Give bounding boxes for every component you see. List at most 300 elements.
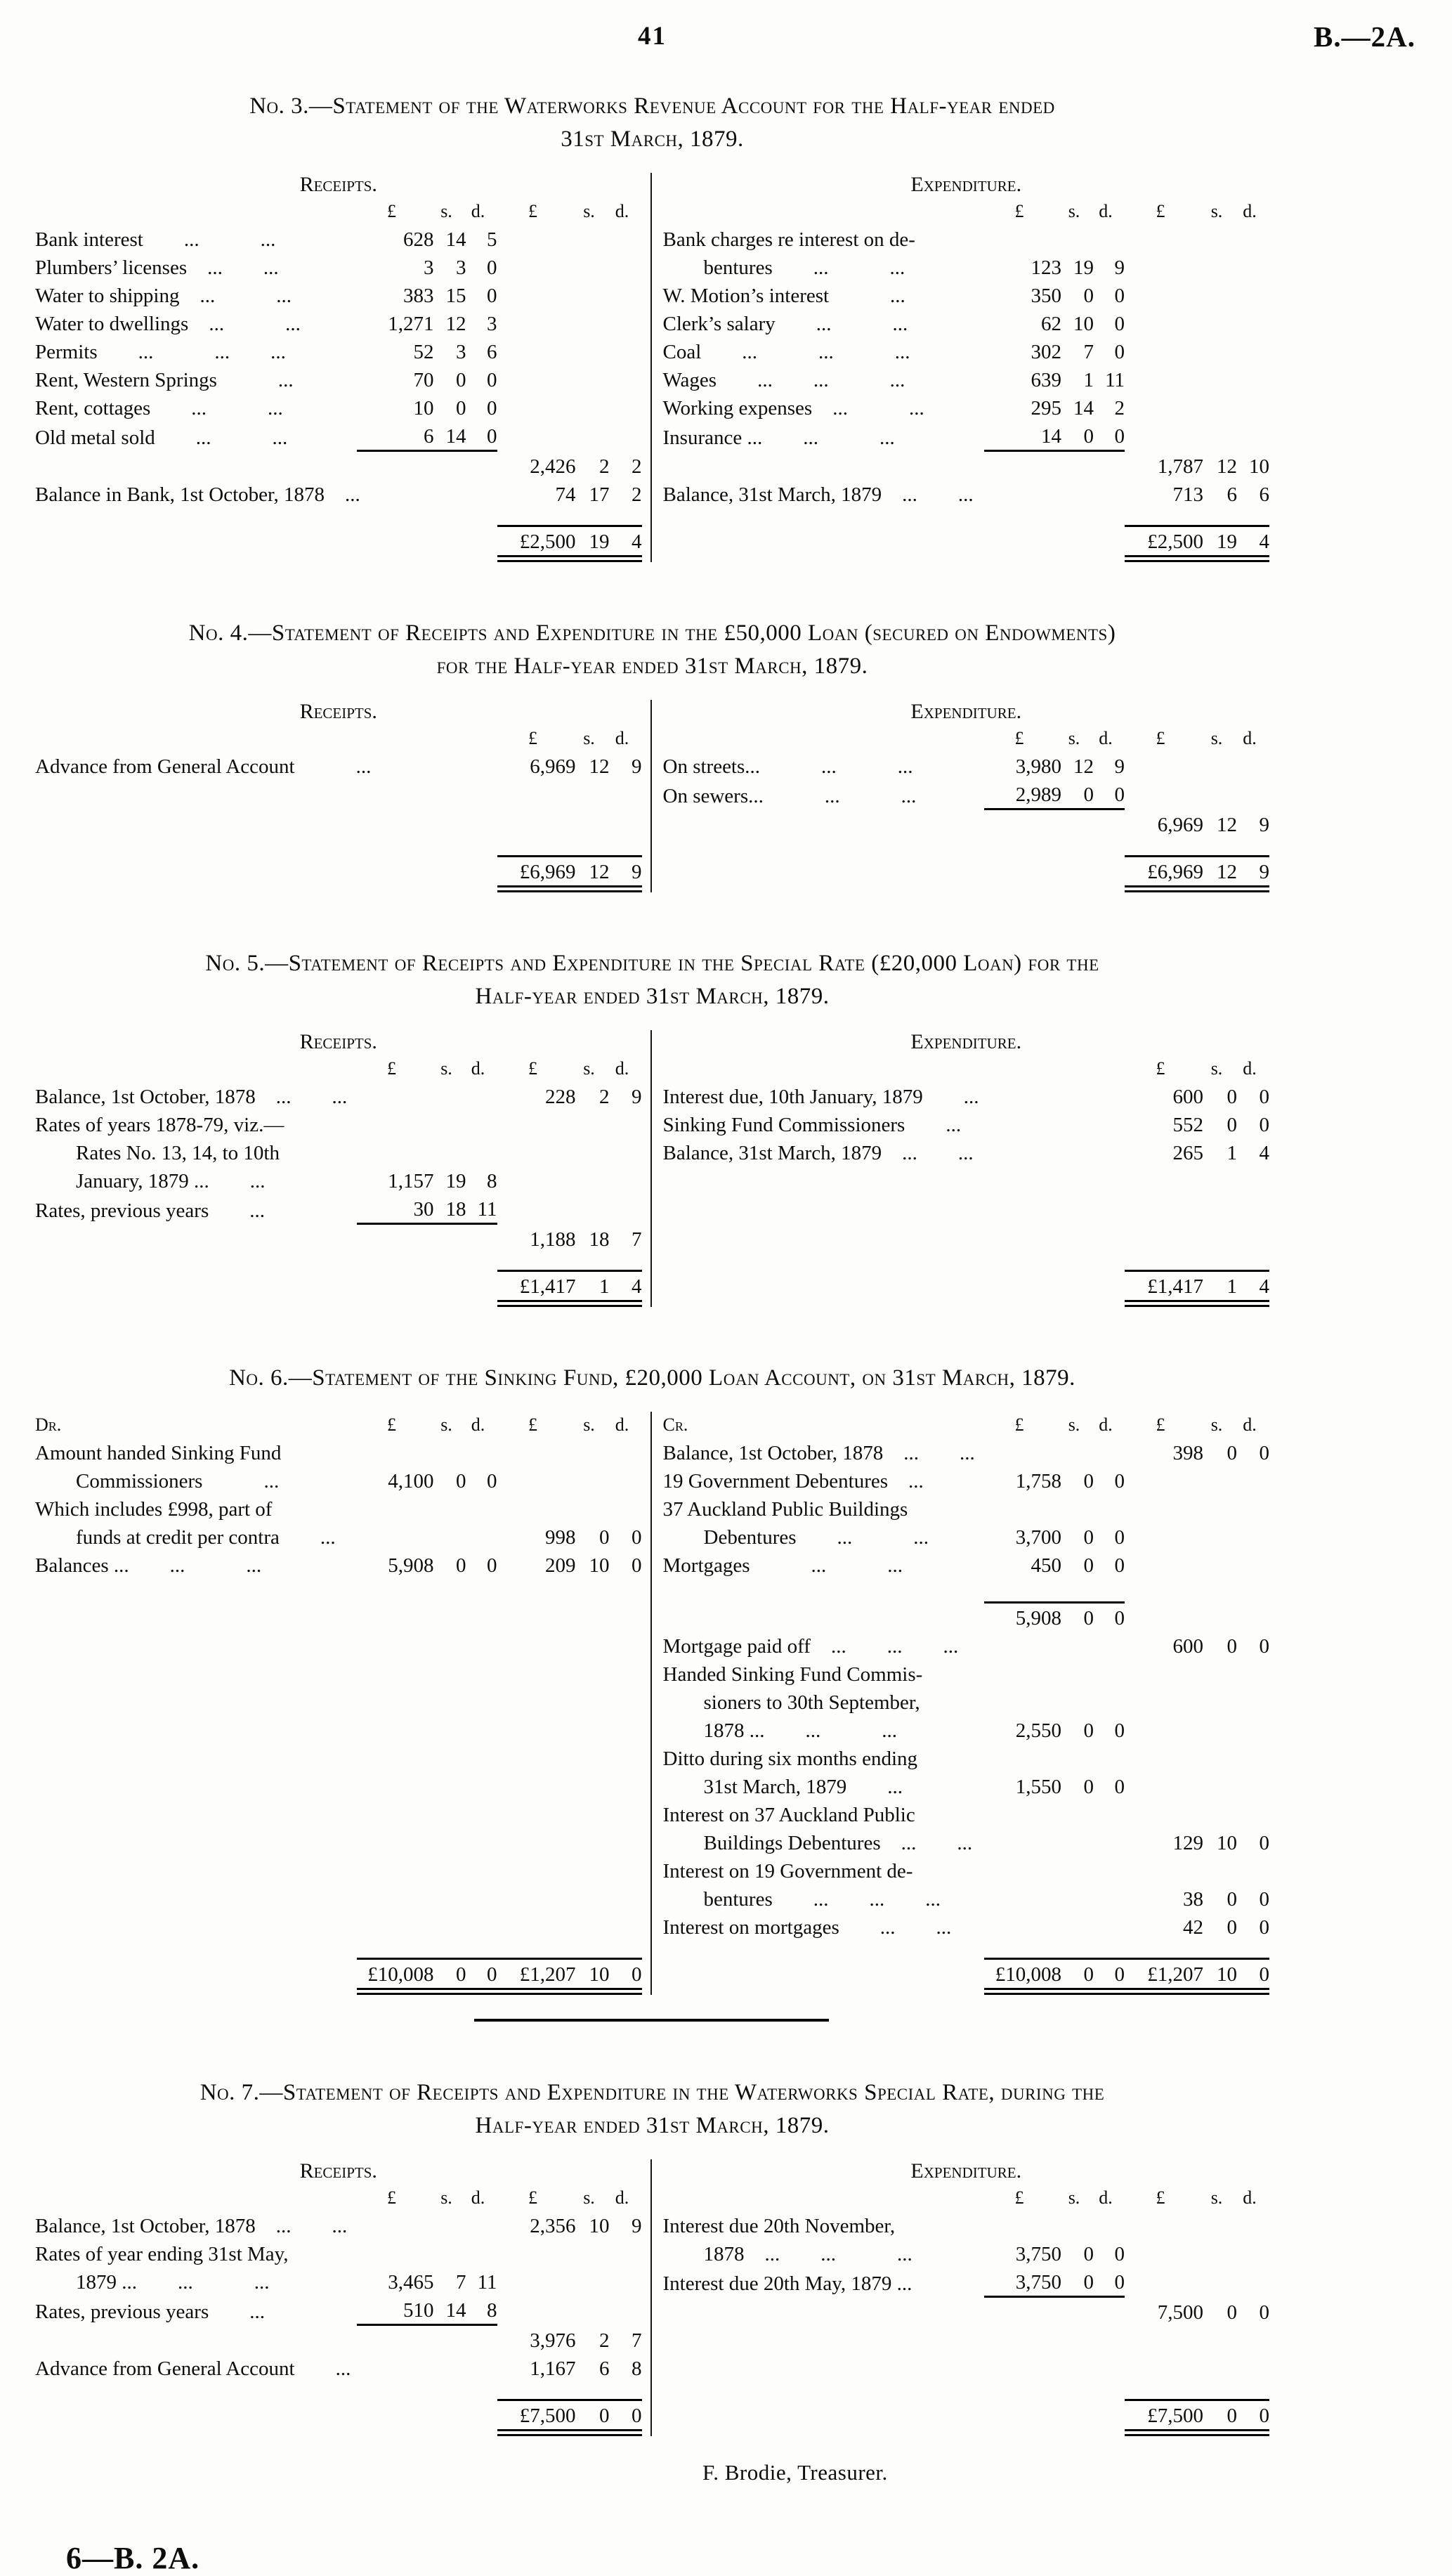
amount-cell [466, 1271, 497, 1304]
amount-cell: 350 [1031, 285, 1061, 307]
money-column-header: £ [1156, 728, 1165, 748]
amount-cell [1125, 1551, 1203, 1579]
amount-cell [1203, 225, 1237, 253]
expenditure-table [663, 1055, 1270, 1307]
row-label: Rates of year ending 31st May, [35, 2243, 289, 2265]
money-column-header: s. [1210, 2187, 1223, 2208]
money-column-header [434, 725, 466, 752]
footer-reference: 6—B. 2A. [66, 2541, 200, 2575]
totals-block [663, 1253, 1270, 1307]
amount-cell: 6,969 [1157, 814, 1203, 836]
amount-cell [984, 1138, 1061, 1166]
amount-cell [357, 1138, 434, 1166]
amount-cell [1061, 451, 1094, 481]
amount-cell [984, 1579, 1061, 1603]
amount-cell [1061, 1495, 1094, 1523]
account-table [35, 1030, 1269, 1307]
amount-cell: 7 [632, 2329, 642, 2352]
amount-cell [610, 1495, 642, 1523]
row-label: Clerk’s salary ... ... [662, 313, 908, 335]
amount-cell [984, 1913, 1061, 1941]
amount-cell: 1,157 [388, 1170, 434, 1192]
amount-cell [1125, 1660, 1203, 1688]
table-row [663, 1885, 1270, 1913]
amount-cell [1061, 809, 1094, 839]
amount-cell: 10 [589, 1554, 610, 1577]
header-spacer [35, 198, 357, 225]
row-label: bentures ... ... [703, 256, 905, 279]
money-column-header: d. [615, 1414, 629, 1435]
amount-cell [1061, 1856, 1094, 1885]
table-row [663, 1495, 1270, 1523]
row-label: Interest on 37 Auckland Public [662, 1804, 915, 1826]
amount-cell [1237, 780, 1269, 809]
amount-cell: 0 [1114, 1719, 1125, 1742]
row-label: Buildings Debentures ... ... [703, 1832, 973, 1854]
row-label [663, 1959, 985, 1992]
amount-cell: 1 [1227, 1142, 1237, 1164]
amount-cell: £2,500 [1125, 526, 1203, 559]
amount-cell [1203, 393, 1237, 422]
amount-cell [1203, 1772, 1237, 1800]
amount-cell: 38 [1183, 1888, 1203, 1911]
amount-cell [1237, 1660, 1269, 1688]
receipts-heading: Receipts. [299, 700, 377, 723]
amount-cell [1094, 1579, 1125, 1603]
amount-cell: 4 [610, 526, 642, 559]
amount-cell: 0 [434, 1959, 466, 1992]
table-row [35, 225, 642, 253]
amount-cell [576, 1438, 610, 1466]
money-column-header [984, 1055, 1061, 1082]
receipts-table [35, 1055, 642, 1307]
amount-cell: 0 [1259, 1888, 1269, 1911]
amount-cell [1094, 1856, 1125, 1885]
row-label: Ditto during six months ending [662, 1748, 917, 1770]
amount-cell [434, 780, 466, 802]
amount-cell [1237, 309, 1269, 337]
expenditure-section [650, 173, 1270, 562]
amount-cell: 0 [1083, 2243, 1094, 2265]
amount-cell: 1 [1083, 369, 1094, 391]
amount-cell [1061, 225, 1094, 253]
amount-cell: 265 [1172, 1142, 1203, 1164]
money-column-header: £ [387, 201, 396, 221]
account-rows-table [35, 198, 642, 508]
amount-cell: 383 [403, 285, 434, 307]
amount-cell [1125, 1688, 1203, 1716]
row-label [35, 2400, 357, 2433]
amount-cell [1203, 1856, 1237, 1885]
amount-cell: 10 [576, 1959, 610, 1992]
amount-cell [610, 1466, 642, 1495]
amount-cell [1237, 1688, 1269, 1716]
amount-cell [434, 1110, 466, 1138]
amount-cell [1237, 1523, 1269, 1551]
amount-cell [1125, 1744, 1203, 1772]
amount-cell: 0 [1114, 425, 1125, 448]
amount-cell: 10 [413, 397, 434, 419]
row-label: Wages ... ... ... [662, 369, 905, 391]
row-label [35, 780, 357, 802]
amount-cell [1203, 281, 1237, 309]
amount-cell: 0 [1259, 1442, 1269, 1464]
account-totals-table [663, 525, 1270, 562]
table-row [663, 451, 1270, 481]
amount-cell: 12 [1073, 755, 1094, 778]
row-label [663, 451, 985, 481]
table-row [663, 780, 1270, 809]
money-column-header: £ [528, 1058, 537, 1079]
amount-cell: 10 [1073, 313, 1094, 335]
amount-cell [610, 780, 642, 802]
amount-cell: 3 [487, 313, 497, 335]
amount-cell [1061, 1744, 1094, 1772]
row-label [35, 1224, 357, 1254]
receipts-section [35, 1030, 650, 1307]
amount-cell [1125, 365, 1203, 393]
title-line: for the Half-year ended 31st March, 1879. [436, 653, 868, 679]
amount-cell: 0 [1203, 2400, 1237, 2433]
row-label: Plumbers’ licenses ... ... [35, 256, 279, 279]
row-label: Which includes £998, part of [35, 1498, 273, 1521]
amount-cell [1203, 780, 1237, 809]
title-line: No. 5.—Statement of Receipts and Expenditure in the Special Rate (£20,000 Loan) for the [205, 951, 1099, 976]
amount-cell [1094, 1913, 1125, 1941]
statement-5 [35, 947, 1269, 1307]
row-label: 1879 ... ... ... [76, 2271, 270, 2294]
amount-cell [984, 1856, 1061, 1885]
amount-cell [1237, 1744, 1269, 1772]
table-row [35, 1466, 642, 1495]
amount-cell [1203, 253, 1237, 281]
document-reference: B.—2A. [1314, 20, 1415, 53]
amount-cell: 209 [545, 1554, 576, 1577]
account-rows-table [663, 1055, 1270, 1166]
amount-cell [984, 2297, 1061, 2327]
table-row [663, 2239, 1270, 2268]
amount-cell: 0 [1114, 2243, 1125, 2265]
row-label: Insurance ... ... ... [662, 426, 895, 449]
table-row [663, 1959, 1270, 1992]
amount-cell [466, 2354, 497, 2382]
amount-cell: 8 [632, 2357, 642, 2380]
expenditure-section [650, 2159, 1270, 2436]
row-label: Balances ... ... ... [35, 1554, 262, 1577]
amount-cell [984, 1271, 1061, 1304]
amount-cell: £7,500 [1125, 2400, 1203, 2433]
table-row [663, 1688, 1270, 1716]
amount-cell [1125, 2268, 1203, 2297]
amount-cell: 6 [599, 2357, 610, 2380]
amount-cell [1061, 1271, 1094, 1304]
amount-cell [984, 1110, 1061, 1138]
amount-cell: 74 [555, 483, 576, 506]
amount-cell: 14 [445, 425, 466, 448]
row-label [663, 1603, 985, 1632]
amount-cell [1237, 2211, 1269, 2239]
amount-cell: 2 [632, 483, 642, 506]
amount-cell: 0 [1259, 1114, 1269, 1136]
account-table [35, 1412, 1269, 1995]
account-totals-table [35, 1270, 642, 1307]
table-row [663, 1579, 1270, 1603]
account-rows-table [35, 725, 642, 802]
amount-cell: 2,550 [1015, 1719, 1061, 1742]
expenditure-heading: Expenditure. [910, 2159, 1022, 2183]
amount-cell: 510 [403, 2299, 434, 2322]
amount-cell [357, 1523, 434, 1551]
money-column-header: £ [528, 728, 537, 748]
amount-cell [434, 1271, 466, 1304]
amount-cell [497, 1495, 576, 1523]
amount-cell: 12 [1203, 857, 1237, 890]
amount-cell [984, 1438, 1061, 1466]
money-column-header: s. [440, 1058, 452, 1079]
amount-cell [984, 857, 1061, 890]
money-column-header: s. [583, 728, 595, 748]
amount-cell [466, 1110, 497, 1138]
table-row [663, 1138, 1270, 1166]
amount-cell: 12 [576, 857, 610, 890]
account-table [35, 700, 1269, 892]
money-column-header: d. [471, 201, 485, 221]
row-label: Mortgages ... ... [662, 1554, 903, 1577]
amount-cell [576, 309, 610, 337]
amount-cell [434, 480, 466, 508]
money-column-header: £ [528, 201, 537, 221]
amount-cell: 3 [456, 341, 466, 363]
amount-cell [984, 1082, 1061, 1110]
table-row [35, 752, 642, 780]
amount-cell [610, 2239, 642, 2268]
amount-cell [466, 1138, 497, 1166]
money-column-header: s. [440, 201, 452, 221]
amount-cell [1237, 2268, 1269, 2297]
amount-cell [1203, 2211, 1237, 2239]
row-label: 37 Auckland Public Buildings [662, 1498, 908, 1521]
row-label: Rates, previous years ... [35, 2300, 265, 2323]
table-row [663, 1660, 1270, 1688]
table-row [35, 1110, 642, 1138]
totals-block [35, 1941, 642, 1995]
amount-cell [466, 1438, 497, 1466]
amount-cell: 2 [1114, 397, 1125, 419]
totals-block [35, 1253, 642, 1307]
amount-cell [1237, 1579, 1269, 1603]
account-totals-table [35, 2399, 642, 2436]
table-row [35, 2325, 642, 2355]
amount-cell [1094, 1082, 1125, 1110]
totals-block [35, 838, 642, 892]
column-header-row [35, 1412, 642, 1438]
account-totals-table [663, 1270, 1270, 1307]
money-column-header: d. [615, 2187, 629, 2208]
amount-cell [434, 1438, 466, 1466]
amount-cell: £6,969 [497, 857, 576, 890]
amount-cell [357, 1271, 434, 1304]
header-spacer [663, 198, 985, 225]
amount-cell [1061, 1579, 1094, 1603]
amount-cell: 10 [1249, 455, 1269, 478]
amount-cell: 18 [445, 1198, 466, 1221]
amount-cell [434, 752, 466, 780]
amount-cell [434, 2211, 466, 2239]
amount-cell: 8 [487, 1170, 497, 1192]
amount-cell: 3,700 [1015, 1526, 1061, 1549]
amount-cell [434, 1495, 466, 1523]
amount-cell [1061, 1688, 1094, 1716]
table-row [35, 526, 642, 559]
amount-cell: 228 [545, 1086, 576, 1108]
money-column-header: d. [1243, 201, 1257, 221]
table-row [663, 526, 1270, 559]
amount-cell [984, 1744, 1061, 1772]
amount-cell [1125, 1800, 1203, 1828]
expenditure-heading: Expenditure. [910, 173, 1022, 196]
amount-cell: £10,008 [984, 1959, 1061, 1992]
amount-cell: 0 [1259, 1916, 1269, 1939]
amount-cell [1061, 1110, 1094, 1138]
amount-cell [497, 780, 576, 802]
amount-cell [1061, 1138, 1094, 1166]
money-column-header: s. [583, 1414, 595, 1435]
row-label: Interest due 20th November, [662, 2215, 896, 2237]
table-row [35, 1438, 642, 1466]
amount-cell [1203, 1466, 1237, 1495]
statement-6 [35, 1362, 1269, 1995]
money-column-header: d. [615, 201, 629, 221]
account-rows-table [35, 2185, 642, 2382]
amount-cell [357, 1082, 434, 1110]
amount-cell: 3,750 [1015, 2271, 1061, 2294]
header-spacer [663, 725, 985, 752]
amount-cell [497, 337, 576, 365]
account-totals-table [35, 1958, 642, 1995]
row-label [663, 809, 985, 839]
amount-cell [576, 365, 610, 393]
money-column-header: £ [528, 1414, 537, 1435]
amount-cell [1125, 1603, 1203, 1632]
amount-cell [1125, 337, 1203, 365]
amount-cell: 7 [456, 2271, 466, 2294]
amount-cell [1125, 2211, 1203, 2239]
amount-cell [1203, 1495, 1237, 1523]
amount-cell: 14 [445, 2299, 466, 2322]
amount-cell [576, 2296, 610, 2325]
table-row [663, 2400, 1270, 2433]
table-row [35, 857, 642, 890]
money-column-header: s. [1210, 1414, 1223, 1435]
table-row [663, 2297, 1270, 2327]
amount-cell: 42 [1183, 1916, 1203, 1939]
amount-cell: 2 [599, 2329, 610, 2352]
amount-cell [497, 393, 576, 422]
amount-cell: 18 [589, 1228, 610, 1251]
amount-cell: 0 [1083, 425, 1094, 448]
row-label: Bank charges re interest on de- [662, 228, 915, 251]
amount-cell [1237, 1800, 1269, 1828]
table-row [663, 365, 1270, 393]
table-row [663, 337, 1270, 365]
amount-cell [497, 253, 576, 281]
row-label [663, 1271, 985, 1304]
amount-cell: 0 [487, 369, 497, 391]
amount-cell: 0 [1083, 1554, 1094, 1577]
amount-cell: £7,500 [497, 2400, 576, 2433]
row-label [663, 2400, 985, 2433]
amount-cell [576, 337, 610, 365]
expenditure-section [650, 700, 1270, 892]
row-label: Interest on 19 Government de- [662, 1860, 913, 1882]
amount-cell [610, 1138, 642, 1166]
amount-cell: 295 [1031, 397, 1061, 419]
amount-cell [1125, 1466, 1203, 1495]
amount-cell: 4 [1237, 1271, 1269, 1304]
amount-cell: 0 [1259, 2301, 1269, 2324]
amount-cell: 8 [487, 2299, 497, 2322]
amount-cell: 0 [456, 397, 466, 419]
money-column-header: s. [1068, 1414, 1080, 1435]
table-row [35, 1271, 642, 1304]
account-rows-table [663, 725, 1270, 838]
amount-cell [576, 780, 610, 802]
row-label [663, 526, 985, 559]
amount-cell [1203, 365, 1237, 393]
amount-cell: 450 [1031, 1554, 1061, 1577]
title-line: Half-year ended 31st March, 1879. [475, 2113, 830, 2138]
amount-cell [1094, 1110, 1125, 1138]
amount-cell [1125, 1856, 1203, 1885]
amount-cell: 19 [1203, 526, 1237, 559]
amount-cell: 6 [424, 425, 434, 448]
title-line: No. 6.—Statement of the Sinking Fund, £20,000 Loan Account, on 31st March, 1879. [229, 1365, 1075, 1391]
amount-cell: 0 [487, 1554, 497, 1577]
amount-cell [984, 1688, 1061, 1716]
amount-cell [984, 2400, 1061, 2433]
amount-cell: 0 [1083, 2271, 1094, 2294]
amount-cell: 14 [1073, 397, 1094, 419]
amount-cell: 2 [632, 455, 642, 478]
amount-cell: 713 [1172, 483, 1203, 506]
amount-cell [1237, 1466, 1269, 1495]
amount-cell [610, 253, 642, 281]
row-label: Amount handed Sinking Fund [35, 1442, 282, 1464]
amount-cell [434, 1082, 466, 1110]
row-label: Interest due 20th May, 1879 ... [662, 2272, 913, 2295]
expenditure-table [663, 198, 1270, 562]
amount-cell [1237, 752, 1269, 780]
amount-cell: 19 [1073, 256, 1094, 279]
row-label: Rent, Western Springs ... [35, 369, 294, 391]
amount-cell [434, 1224, 466, 1254]
column-header-row [663, 1412, 1270, 1438]
totals-block [35, 508, 642, 562]
amount-cell [984, 1632, 1061, 1660]
totals-block [663, 508, 1270, 562]
amount-cell: 10 [1203, 1959, 1237, 1992]
amount-cell [1125, 1523, 1203, 1551]
amount-cell [1094, 2297, 1125, 2327]
row-label: Mortgage paid off ... ... ... [662, 1635, 959, 1658]
row-label: Water to dwellings ... ... [35, 313, 301, 335]
amount-cell [1094, 451, 1125, 481]
money-column-header: d. [471, 1058, 485, 1079]
row-label [35, 526, 357, 559]
column-header-row [663, 1055, 1270, 1082]
amount-cell [1061, 480, 1094, 508]
row-label [663, 857, 985, 890]
